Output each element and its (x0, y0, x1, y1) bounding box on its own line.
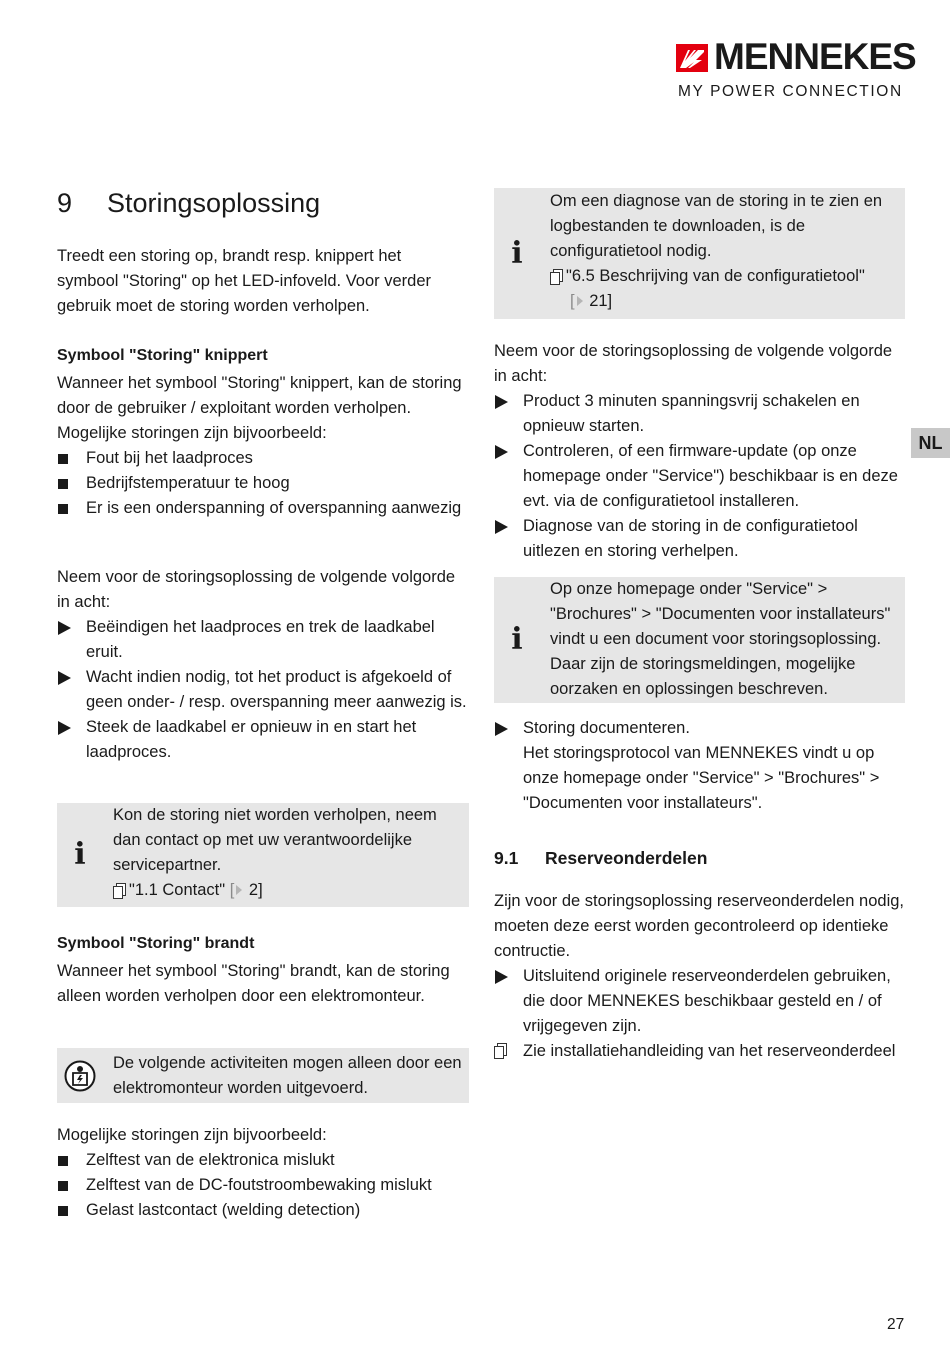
note-text: De volgende activiteiten mogen alleen door een elektromonteur worden uitgevoerd. (113, 1054, 462, 1097)
list-item: Gelast lastcontact (welding detection) (57, 1198, 469, 1223)
info-icon: i (511, 622, 523, 657)
chapter-title: Storingsoplossing (107, 188, 321, 218)
intro-paragraph: Treedt een storing op, brandt resp. knippert het symbool "Storing" op het LED-infoveld. Voor verder gebruik moet de storing worden verholpen. (57, 247, 431, 315)
steps-list-left (57, 615, 469, 765)
spare-parts-reference[interactable] (494, 1039, 906, 1064)
spare-parts-paragraph: Zijn voor de storingsoplossing reserveonderdelen nodig, moeten deze eerst worden gecontroleerd op identieke contructie. (494, 892, 904, 960)
section-title: Reserveonderdelen (545, 848, 708, 868)
steps-list-right (494, 389, 906, 564)
step-item: Uitsluitend originele reserveonderdelen gebruiken, die door MENNEKES beschikbaar gesteld en / of vrijgegeven zijn. (494, 964, 906, 1039)
blinking-fault-list (57, 446, 467, 521)
reference-page-line: [ 21] (570, 292, 613, 310)
reference-title: "6.5 Beschrijving van de configuratietool" (566, 267, 865, 285)
list-item: Er is een onderspanning of overspanning aanwezig (57, 496, 467, 521)
page-arrow-icon (577, 296, 583, 306)
reference-title: "1.1 Contact" (129, 881, 226, 899)
brand-tagline: MY POWER CONNECTION (678, 83, 903, 100)
lit-list-intro: Mogelijke storingen zijn bijvoorbeeld: (57, 1126, 327, 1144)
note-text: Kon de storing niet worden verholpen, neem dan contact op met uw verantwoordelijke servicepartner. (113, 806, 437, 874)
page-arrow-icon (236, 885, 242, 895)
step-item: Controleren, of een firmware-update (op onze homepage onder "Service") beschikbaar is en deze evt. via de configuratietool installeren. (494, 439, 906, 514)
step-item: Beëindigen het laadproces en trek de laadkabel eruit. (57, 615, 469, 665)
subheading-blinking: Symbool "Storing" knippert (57, 347, 268, 364)
section-number: 9.1 (494, 848, 519, 868)
document-step (494, 716, 906, 816)
step-item: Diagnose van de storing in de configuratietool uitlezen en storing verhelpen. (494, 514, 906, 564)
blinking-paragraph: Wanneer het symbool "Storing" knippert, kan de storing door de gebruiker / exploitant worden verholpen. Mogelijke storingen zijn bijvoorbeeld: (57, 374, 462, 442)
step-item: Product 3 minuten spanningsvrij schakelen en opnieuw starten. (494, 389, 906, 439)
document-reference-icon (113, 883, 125, 897)
lit-paragraph: Wanneer het symbool "Storing" brandt, kan de storing alleen worden verholpen door een elektromonteur. (57, 962, 450, 1005)
reference-text: Zie installatiehandleiding van het reserveonderdeel (523, 1042, 896, 1060)
note-text: Op onze homepage onder "Service" > "Brochures" > "Documenten voor installateurs" vindt u een document voor storingsoplossing. Daar zijn de storingsmeldingen, mogelijke oorzaken en oplossingen beschreven. (550, 580, 891, 698)
step-item (494, 716, 906, 816)
mennekes-logo-mark-icon (676, 44, 708, 72)
info-note-diagnosis (494, 188, 905, 319)
step-item: Steek de laadkabel er opnieuw in en start het laadproces. (57, 715, 469, 765)
step-detail: Het storingsprotocol van MENNEKES vindt u op onze homepage onder "Service" > "Brochures" > "Documenten voor installateurs". (523, 744, 880, 812)
steps-intro-left: Neem voor de storingsoplossing de volgende volgorde in acht: (57, 568, 456, 611)
language-tab: NL (911, 428, 950, 458)
list-item: Fout bij het laadproces (57, 446, 467, 471)
list-item: Zelftest van de elektronica mislukt (57, 1148, 469, 1173)
note-text: Om een diagnose van de storing in te zien en logbestanden te downloaden, is de configuratietool nodig. (550, 192, 883, 260)
spare-parts-steps (494, 964, 906, 1039)
info-note-contact (57, 803, 469, 907)
mennekes-logo (676, 36, 916, 102)
steps-intro-right: Neem voor de storingsoplossing de volgende volgorde in acht: (494, 342, 893, 385)
electrician-note (57, 1048, 469, 1103)
document-reference-icon (550, 269, 562, 283)
reference-page: 2 (248, 881, 259, 899)
cross-reference-link[interactable] (550, 264, 899, 289)
document-reference-icon (494, 1043, 506, 1057)
chapter-heading (57, 186, 320, 220)
page-number: 27 (887, 1316, 905, 1333)
subheading-lit: Symbool "Storing" brandt (57, 935, 255, 952)
electrician-icon (57, 1048, 103, 1103)
info-icon: i (511, 235, 523, 271)
brand-name: MENNEKES (714, 36, 916, 77)
info-icon: i (74, 837, 86, 872)
reference-page: 21 (589, 292, 608, 310)
list-item: Zelftest van de DC-foutstroombewaking mislukt (57, 1173, 469, 1198)
list-item: Bedrijfstemperatuur te hoog (57, 471, 467, 496)
lit-fault-list (57, 1148, 469, 1223)
step-item: Wacht indien nodig, tot het product is afgekoeld of geen onder- / resp. overspanning meer aanwezig is. (57, 665, 469, 715)
cross-reference-link[interactable]: "1.1 Contact" [ 2] (113, 878, 463, 903)
step-title: Storing documenteren. (523, 719, 690, 737)
chapter-number: 9 (57, 188, 73, 218)
section-heading (494, 846, 707, 871)
info-note-homepage (494, 577, 905, 703)
